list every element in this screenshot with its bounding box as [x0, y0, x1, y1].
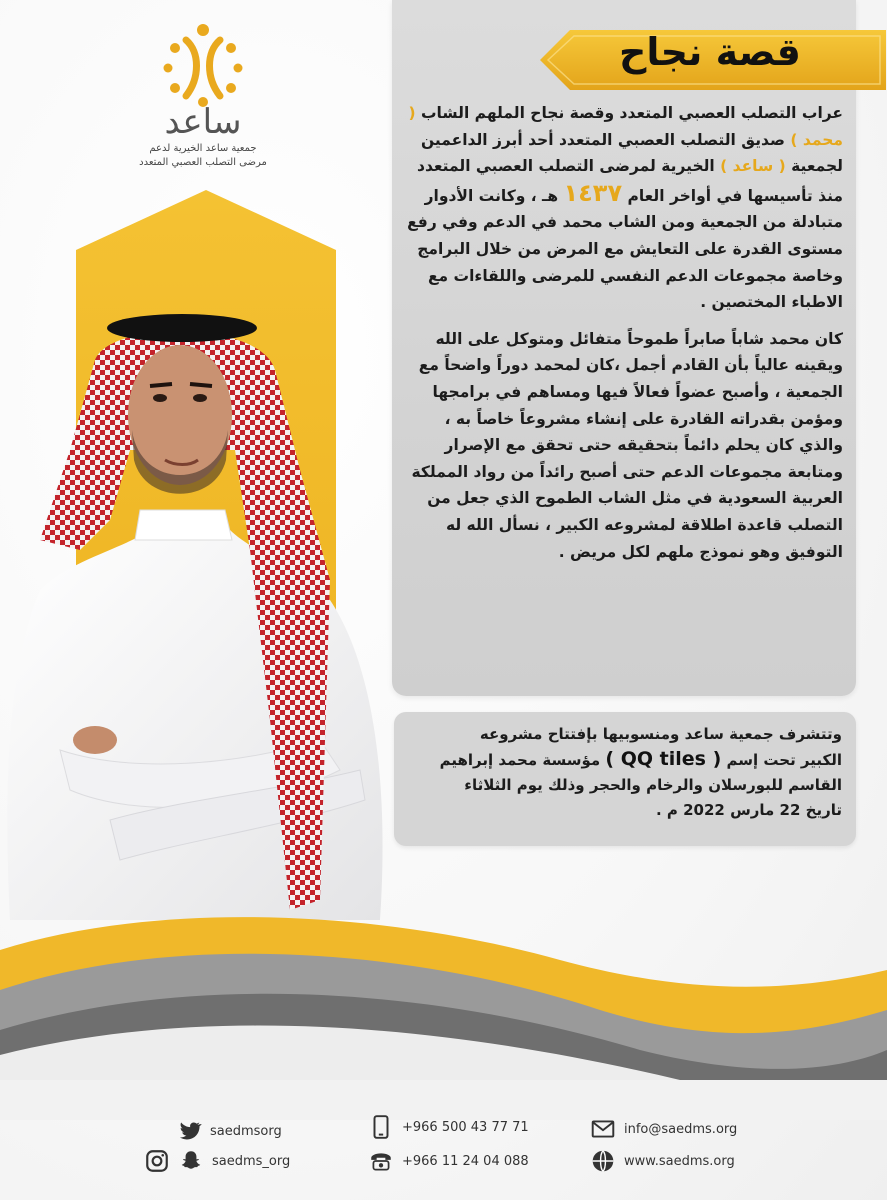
logo-emblem-icon: [148, 22, 258, 108]
website-contact[interactable]: [590, 1148, 735, 1174]
org-highlight: ( ساعد ): [720, 157, 786, 176]
footer-contacts: [0, 1108, 887, 1200]
mail-icon: [590, 1116, 616, 1142]
logo-subtitle: جمعية ساعد الخيرية لدعم: [149, 143, 257, 154]
year-highlight: ١٤٣٧: [563, 178, 623, 207]
globe-icon: [590, 1148, 616, 1174]
phone-number: +966 11 24 04 088: [402, 1153, 529, 1169]
decorative-waves: [0, 880, 887, 1120]
website-url: www.saedms.org: [624, 1153, 735, 1169]
mobile-contact[interactable]: [368, 1114, 529, 1140]
instagram-icon: [144, 1148, 170, 1174]
mobile-number: +966 500 43 77 71: [402, 1119, 529, 1135]
saed-logo: [128, 22, 278, 172]
snapchat-icon: [178, 1148, 204, 1174]
name-highlight: ( محمد ): [408, 104, 843, 149]
email-contact[interactable]: [590, 1116, 737, 1142]
phone-icon: [368, 1148, 394, 1174]
twitter-handle: saedmsorg: [210, 1123, 282, 1139]
phone-contact[interactable]: [368, 1148, 529, 1174]
story-text: [405, 100, 843, 575]
snapchat-contact[interactable]: [144, 1148, 290, 1174]
twitter-contact[interactable]: [176, 1118, 282, 1144]
logo-wordmark: ساعد: [164, 102, 242, 142]
page-title: قصة نجاح: [619, 30, 801, 74]
email-address: info@saedms.org: [624, 1121, 738, 1137]
snapchat-handle: saedms_org: [212, 1153, 291, 1169]
person-photo: [0, 300, 400, 920]
brand-name: ( QQ tiles ): [605, 748, 722, 770]
story-paragraph-2: كان محمد شاباً صابراً طموحاً متفائل ومتوكل على الله ويقينه عالياً بأن القادم أجمل ،كان لمحمد دوراً واضحاً مع الجمعية ، وأصبح عضواً فعالاً فيها ومساهم في برامجها ومؤمن بقدراته القادرة على إنشاء مشروعاً خاصاً به ، والذي كان يحلم دائماً بتحقيقه حتى تحقق مع الإصرار ومتابعة مجموعات الدعم حتى أصبح رائداً من رواد المملكة العربية السعودية في مثل الشاب الطموح الذي جعل من التصلب قاعدة اطلاقة لمشروعه الكبير ، نسأل الله له التوفيق وهو نموذج ملهم لكل مريض .: [411, 329, 843, 561]
logo-subtitle: مرضى التصلب العصبي المتعدد: [139, 157, 267, 168]
announcement-text: وتتشرف جمعية ساعد ومنسوبيها بإفتتاح مشروعه الكبير تحت إسم ( QQ tiles ) مؤسسة محمد إبراهيم القاسم للبورسلان والرخام والحجر وذلك يوم الثلاثاء تاريخ 22 مارس 2022 م .: [439, 725, 842, 819]
twitter-icon: [176, 1118, 202, 1144]
mobile-icon: [368, 1114, 394, 1140]
story-paragraph-1: عراب التصلب العصبي المتعدد وقصة نجاح الملهم الشاب ( محمد ) صديق التصلب العصبي المتعدد أحد أبرز الداعمين لجمعية ( ساعد ) الخيرية لمرضى التصلب العصبي المتعدد منذ تأسيسها في أواخر العام ١٤٣٧ هـ ، وكانت الأدوار متبادلة من الجمعية ومن الشاب محمد في الدعم وفي رفع مستوى القدرة على التعايش مع المرض من خلال البرامج وخاصة مجموعات الدعم النفسي للمرضى واللقاءات مع الاطباء المختصين .: [407, 104, 843, 312]
